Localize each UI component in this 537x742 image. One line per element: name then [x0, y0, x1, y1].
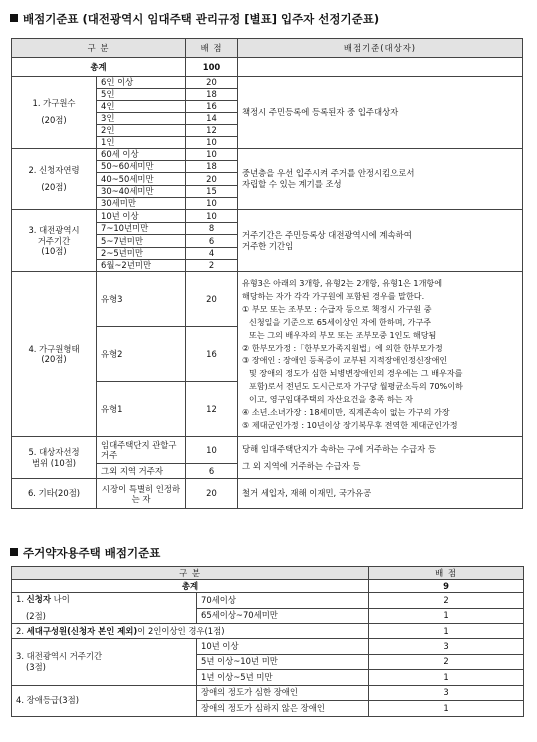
row-score: 3 — [369, 685, 524, 701]
total-criteria-empty — [238, 58, 523, 77]
row-label: 6월~2년미만 — [97, 260, 186, 272]
vulnerable-housing-score-table — [11, 566, 524, 717]
row-score: 1 — [369, 608, 524, 624]
row-label: 30~40세미만 — [97, 185, 186, 197]
row-score: 2 — [369, 593, 524, 609]
row-label: 10년 이상 — [97, 210, 186, 222]
row-label: 유형2 — [97, 327, 186, 382]
table1-title-text: 배점기준표 (대전광역시 임대주택 관리규정 [별표] 입주자 선정기준표) — [23, 12, 380, 26]
group-criteria — [238, 479, 523, 509]
header-score: 배 점 — [369, 567, 524, 580]
row-score: 10 — [186, 136, 238, 148]
total-score: 100 — [186, 58, 238, 77]
criteria-line: ② 한부모가정 :「한부모가족지원법」에 의한 한부모가정 — [242, 342, 443, 353]
row-score: 6 — [186, 464, 238, 479]
group-name-line2: 거주기간 — [37, 235, 71, 246]
row-score: 12 — [186, 382, 238, 437]
row-label: 1인 — [97, 136, 186, 148]
total-score: 9 — [369, 580, 524, 593]
table-row — [12, 148, 523, 160]
header-category: 구 분 — [12, 567, 369, 580]
criteria-line: 및 장애의 정도가 심한 뇌병변장애인의 경우에는 그 배우자를 — [249, 368, 463, 379]
group-criteria — [238, 210, 523, 272]
row-score: 18 — [186, 160, 238, 172]
score-criteria-table — [11, 38, 523, 509]
criteria-line: ⑤ 제대군인가정 : 10년이상 장기복무후 전역한 제대군인가정 — [242, 419, 458, 430]
group-selection-scope — [12, 437, 97, 479]
group-name-suffix: 나이 — [50, 594, 70, 605]
group-residence-period — [12, 210, 97, 272]
criteria-line: 유형3은 아래의 3개항, 유형2는 2개항, 유형1은 1개항에 — [242, 278, 443, 288]
row-label: 30세미만 — [97, 198, 186, 210]
row-score: 1 — [369, 701, 524, 717]
row-score: 20 — [186, 173, 238, 185]
header-criteria: 배점기준(대상자) — [238, 39, 523, 58]
table-header-row — [12, 567, 524, 580]
criteria-line: 거주기간은 주민등록상 대전광역시에 계속하여 — [242, 230, 412, 241]
table-row — [12, 437, 523, 464]
group-household-type — [12, 272, 97, 437]
row-label: 5~7년미만 — [97, 235, 186, 247]
table-row — [12, 272, 523, 327]
row-label: 장애의 정도가 심하지 않은 장애인 — [197, 701, 369, 717]
row-label: 그외 지역 거주자 — [97, 464, 186, 479]
row-score: 16 — [186, 327, 238, 382]
table-row — [12, 210, 523, 222]
criteria-line: 철거 세입자, 재해 이재민, 국가유공 — [242, 488, 372, 499]
row-score: 15 — [186, 185, 238, 197]
group-points: (10점) — [41, 246, 67, 257]
header-score: 배 점 — [186, 39, 238, 58]
row-score: 12 — [186, 124, 238, 136]
group-name-prefix: 2. — [16, 625, 27, 636]
row-label: 유형3 — [97, 272, 186, 327]
group-household-members — [12, 624, 369, 639]
group-household-size — [12, 77, 97, 149]
group-points: (2점) — [26, 611, 46, 621]
row-label: 3인 — [97, 112, 186, 124]
table-row — [12, 479, 523, 509]
criteria-line: 중년층을 우선 입주시켜 주거를 안정시킴으로서 — [242, 168, 415, 179]
row-score: 20 — [186, 272, 238, 327]
group-other: 6. 기타(20점) — [12, 479, 97, 509]
row-label: 2인 — [97, 124, 186, 136]
group-criteria — [238, 77, 523, 149]
group-points: (20점) — [41, 182, 67, 192]
row-score: 3 — [369, 639, 524, 655]
row-score: 10 — [186, 148, 238, 160]
criteria-line: ① 부모 또는 조부모 : 수급자 등으로 책정시 가구원 중 — [242, 303, 432, 314]
row-label: 임대주택단지 관할구 거주 — [97, 437, 186, 464]
table2-title-text: 주거약자용주택 배점기준표 — [23, 546, 161, 560]
row-score: 20 — [186, 77, 238, 89]
row-score: 16 — [186, 100, 238, 112]
group-applicant-age — [12, 148, 97, 210]
table-row — [12, 77, 523, 89]
group-name-bold: 신청자 — [26, 594, 51, 605]
criteria-line: 해당하는 자가 각각 가구원에 포함된 경우를 말한다. — [242, 290, 425, 301]
criteria-line: ③ 장애인 : 장애인 등록증이 교부된 지적장애인정신장애인 — [242, 355, 448, 366]
group-points: (20점) — [41, 115, 67, 126]
row-score: 14 — [186, 112, 238, 124]
criteria-line: ④ 소년.소녀가장 : 18세미만, 직계존속이 없는 가구의 가장 — [242, 407, 450, 418]
row-label: 10년 이상 — [197, 639, 369, 655]
table-header-row — [12, 39, 523, 58]
group-criteria — [238, 437, 523, 479]
group-criteria — [238, 272, 523, 437]
group-applicant-age — [12, 593, 197, 624]
row-label: 2~5년미만 — [97, 247, 186, 259]
criteria-line: 거주한 기간임 — [242, 240, 294, 251]
square-bullet-icon — [10, 548, 18, 556]
row-label: 4인 — [97, 100, 186, 112]
row-label: 60세 이상 — [97, 148, 186, 160]
group-name-bold: 세대구성원(신청자 본인 제외) — [26, 625, 138, 636]
group-name-line2: 범위 (10점) — [31, 457, 77, 468]
group-name-prefix: 1. — [16, 594, 27, 605]
row-score: 10 — [186, 437, 238, 464]
row-score: 18 — [186, 88, 238, 100]
criteria-line: 신청일을 기준으로 65세이상인 자에 한하며, 가구주 — [249, 316, 432, 327]
table-row — [12, 639, 524, 655]
total-label: 총계 — [12, 58, 186, 77]
row-label: 70세이상 — [197, 593, 369, 609]
row-label: 65세이상~70세미만 — [197, 608, 369, 624]
total-row — [12, 580, 524, 593]
header-category: 구 분 — [12, 39, 186, 58]
row-label: 50~60세미만 — [97, 160, 186, 172]
row-label: 1년 이상~5년 미만 — [197, 670, 369, 686]
criteria-line: 이고, 영구임대주택의 자산요건을 충족 하는 자 — [249, 394, 413, 405]
row-score: 1 — [369, 624, 524, 639]
row-score: 10 — [186, 210, 238, 222]
row-score: 10 — [186, 198, 238, 210]
criteria-line: 자립할 수 있는 계기를 조성 — [242, 179, 342, 189]
row-label: 7~10년미만 — [97, 222, 186, 234]
criteria-line: 포함)로서 전년도 도시근로자 가구당 월평균소득의 70%이하 — [249, 381, 463, 392]
group-name: 3. 대전광역시 — [28, 224, 80, 235]
group-name: 2. 신청자연령 — [28, 165, 80, 176]
row-score: 2 — [369, 654, 524, 670]
group-disability-grade: 4. 장애등급(3점) — [12, 685, 197, 716]
criteria-line: 그 외 지역에 거주하는 수급자 등 — [242, 460, 361, 471]
row-label: 유형1 — [97, 382, 186, 437]
row-score: 1 — [369, 670, 524, 686]
group-name: 4. 가구원형태 — [28, 343, 80, 354]
table2-title — [10, 545, 160, 561]
row-score: 6 — [186, 235, 238, 247]
group-criteria — [238, 148, 523, 210]
row-label: 5년 이상~10년 미만 — [197, 654, 369, 670]
row-label: 5인 — [97, 88, 186, 100]
row-label: 장애의 정도가 심한 장애인 — [197, 685, 369, 701]
group-residence-period — [12, 639, 197, 686]
group-points: (3점) — [26, 661, 46, 672]
table-row — [12, 624, 524, 639]
row-label: 6인 이상 — [97, 77, 186, 89]
group-name: 1. 가구원수 — [32, 98, 76, 109]
row-label: 40~50세미만 — [97, 173, 186, 185]
row-score: 20 — [186, 479, 238, 509]
criteria-line: 또는 그의 배우자의 부모 또는 조부모중 1인도 해당됨 — [249, 329, 437, 340]
group-points: (20점) — [41, 354, 67, 365]
row-score: 8 — [186, 222, 238, 234]
table-row — [12, 593, 524, 609]
group-name: 5. 대상자선정 — [28, 447, 80, 458]
square-bullet-icon — [10, 14, 18, 22]
row-score: 4 — [186, 247, 238, 259]
total-row — [12, 58, 523, 77]
criteria-line: 당해 임대주택단지가 속하는 구에 거주하는 수급자 등 — [242, 443, 436, 454]
row-label: 시장이 특별히 인정하는 자 — [97, 479, 186, 509]
row-score: 2 — [186, 260, 238, 272]
total-label: 총계 — [12, 580, 369, 593]
group-name-suffix: 이 2인이상인 경우(1점) — [137, 625, 225, 636]
table-row — [12, 685, 524, 701]
group-name: 3. 대전광역시 거주기간 — [16, 650, 103, 661]
criteria-line: 책정시 주민등록에 등록된자 중 입주대상자 — [242, 106, 399, 117]
table1-title — [10, 11, 379, 27]
